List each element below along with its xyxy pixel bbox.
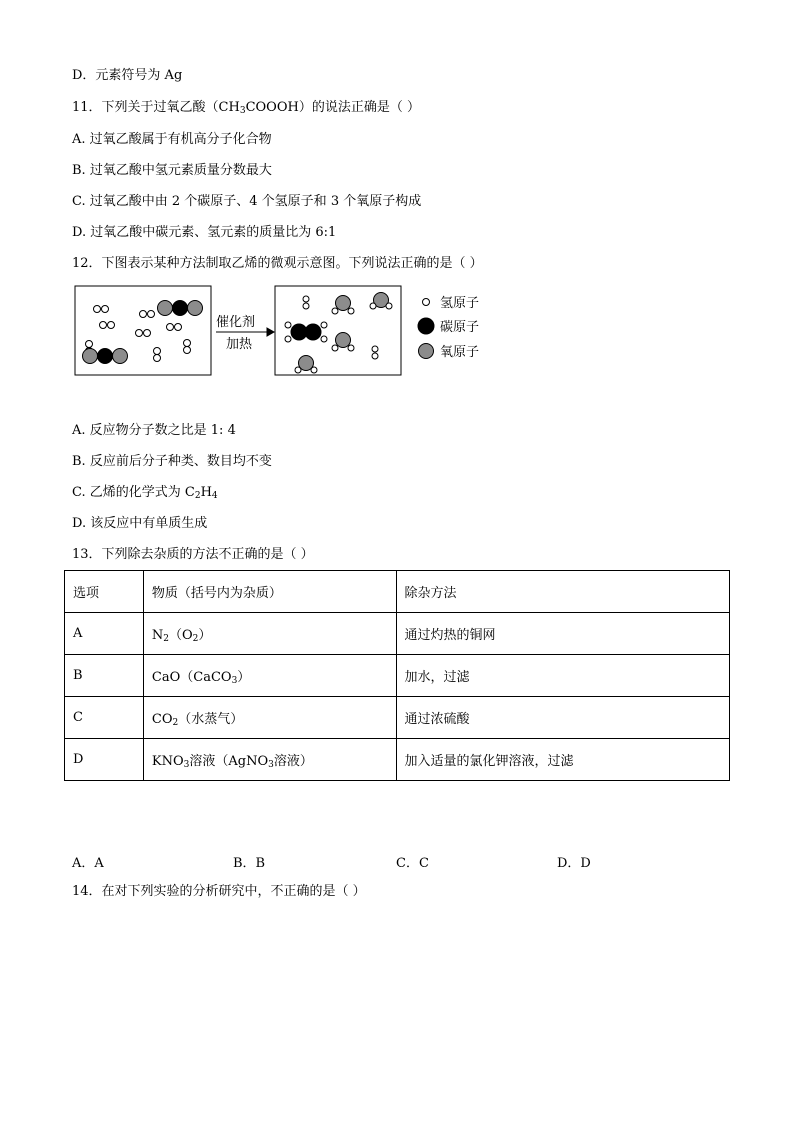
row-method: 加水，过滤: [396, 655, 729, 697]
header-method: 除杂方法: [396, 571, 729, 613]
q12-option-c: [72, 485, 218, 501]
q11-stem-pre: 11．下列关于过氧乙酸（CH: [72, 100, 240, 115]
table-row: [65, 655, 730, 697]
q12-option-c-sub1: 2: [194, 491, 201, 501]
row-substance: $N_2(O_2)$: [143, 613, 396, 655]
q13-stem: 13．下列除去杂质的方法不正确的是（ ）: [72, 547, 314, 562]
q12-option-c-pre: C. 乙烯的化学式为 C: [72, 485, 195, 500]
row-option: B: [65, 655, 144, 697]
row-option: D: [65, 739, 144, 781]
q12-option-c-sub2: 4: [211, 491, 218, 501]
reaction-diagram: [72, 284, 542, 378]
q11-option-b: B. 过氧乙酸中氢元素质量分数最大: [72, 163, 272, 178]
row-method: 加入适量的氯化钾溶液，过滤: [396, 739, 729, 781]
row-option: A: [65, 613, 144, 655]
q11-stem-subscript: 3: [239, 106, 246, 116]
reaction-diagram-svg: [72, 284, 542, 378]
q13-choice-b: B．B: [233, 856, 266, 871]
header-option: 选项: [65, 571, 144, 613]
arrow-condition-top: 催化剂: [216, 315, 256, 330]
q11-option-a: A. 过氧乙酸属于有机高分子化合物: [72, 132, 272, 147]
hydrogen-atom-icon: [423, 299, 430, 306]
row-substance: $CO_2$（水蒸气）: [143, 697, 396, 739]
table-row: [65, 613, 730, 655]
q11-option-d: D. 过氧乙酸中碳元素、氢元素的质量比为 6:1: [72, 225, 337, 240]
carbon-atom-icon: [418, 318, 434, 334]
q11-stem-post: COOOH）的说法正确是（ ）: [245, 100, 420, 115]
q12-option-a: A. 反应物分子数之比是 1: 4: [72, 423, 236, 438]
legend-hydrogen: 氢原子: [440, 296, 480, 311]
q12-option-c-mid: H: [200, 485, 212, 500]
q13-answer-choices: [0, 852, 794, 871]
row-method: 通过浓硫酸: [396, 697, 729, 739]
table-header-row: [65, 571, 730, 613]
table-row: [65, 697, 730, 739]
q12-stem: 12．下图表示某种方法制取乙烯的微观示意图。下列说法正确的是（ ）: [72, 256, 483, 271]
q13-choice-c: C．C: [396, 856, 429, 871]
row-substance: CaO（CaCO$_3$）: [143, 655, 396, 697]
q14-stem: 14．在对下列实验的分析研究中，不正确的是（ ）: [72, 884, 366, 899]
arrow-condition-bottom: 加热: [226, 337, 253, 352]
q12-option-b: B. 反应前后分子种类、数目均不变: [72, 454, 272, 469]
table-row: [65, 739, 730, 781]
legend-oxygen: 氧原子: [440, 345, 480, 360]
header-substance: 物质（括号内为杂质）: [143, 571, 396, 613]
legend-carbon: 碳原子: [440, 320, 480, 335]
row-method: 通过灼热的铜网: [396, 613, 729, 655]
row-substance: $KNO_3$溶液（AgNO$_3$溶液）: [143, 739, 396, 781]
q10-option-d: D．元素符号为 Ag: [72, 68, 183, 83]
q13-choice-a: A．A: [72, 856, 104, 871]
q12-option-d: D. 该反应中有单质生成: [72, 516, 208, 531]
oxygen-atom-icon: [419, 344, 434, 359]
q11-option-c: C. 过氧乙酸中由 2 个碳原子、4 个氢原子和 3 个氧原子构成: [72, 194, 422, 209]
impurity-table: [64, 570, 730, 781]
q11-stem: [72, 100, 420, 116]
q13-choice-d: D．D: [557, 856, 591, 871]
row-option: C: [65, 697, 144, 739]
